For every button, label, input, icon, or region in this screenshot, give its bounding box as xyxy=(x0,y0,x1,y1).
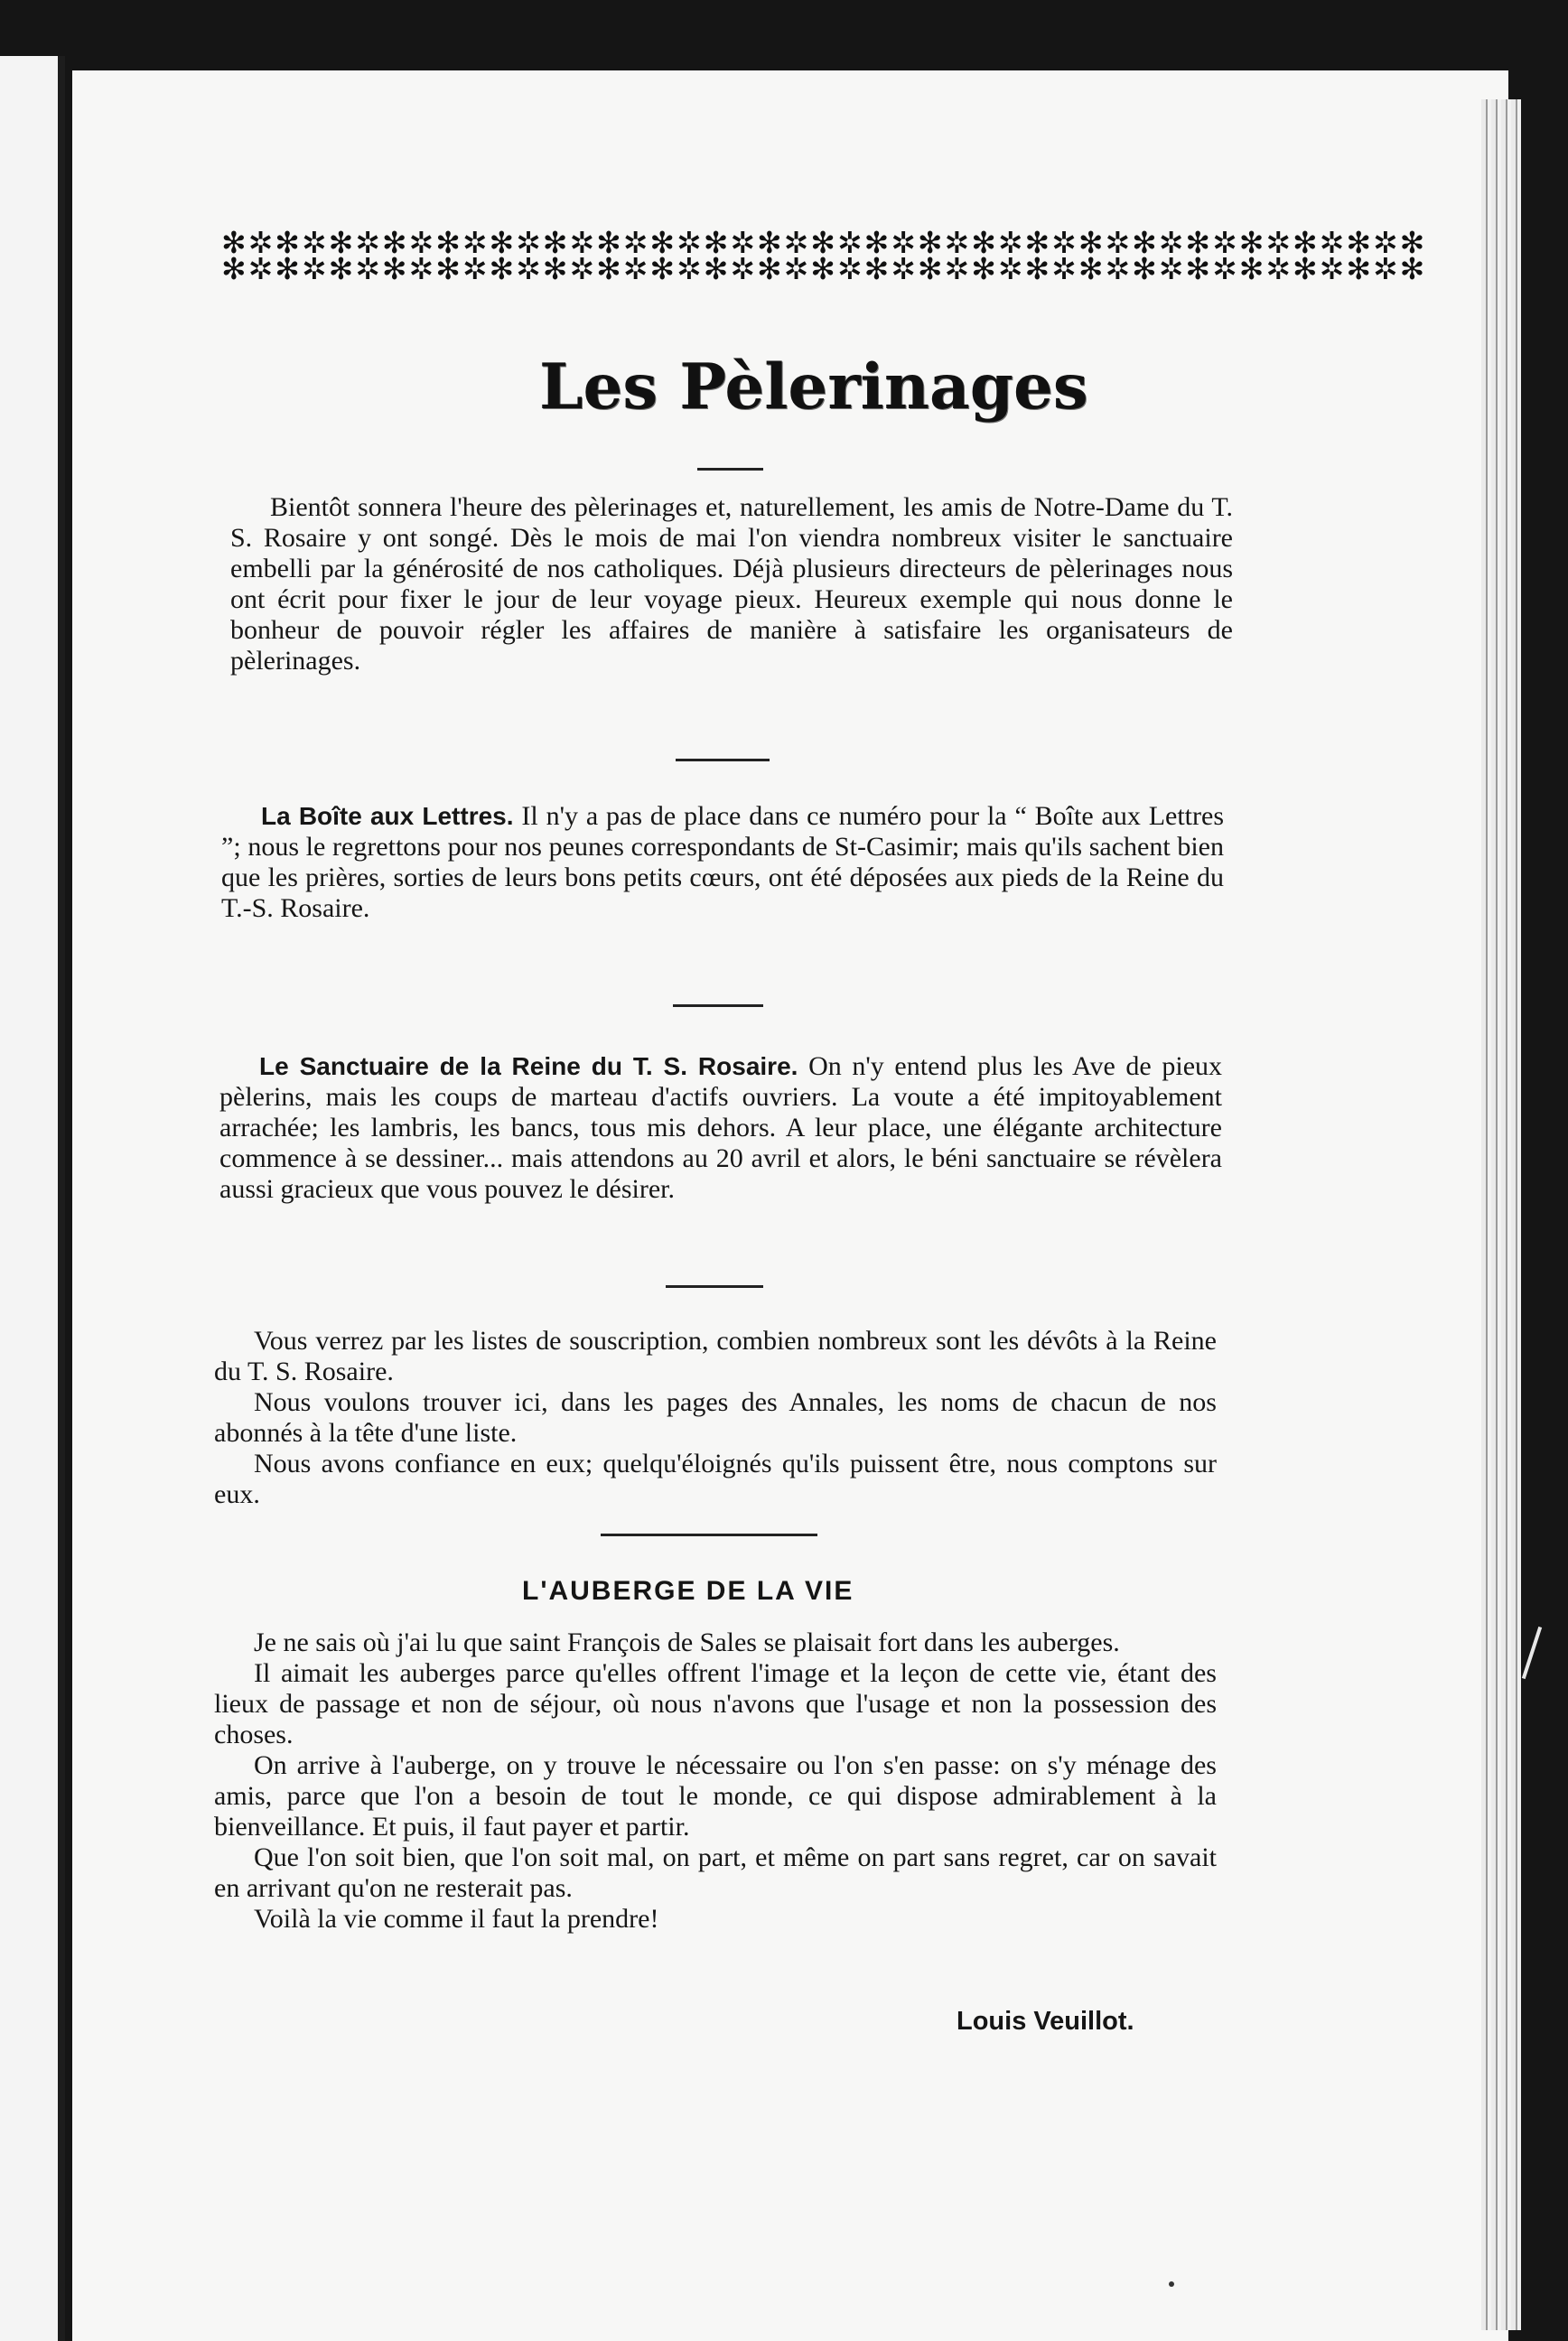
section-rule xyxy=(673,1004,763,1007)
auberge-paragraph: Voilà la vie comme il faut la prendre! xyxy=(254,1904,659,1934)
sanctuary-lead: Le Sanctuaire de la Reine du T. S. Rosaire. xyxy=(259,1052,798,1080)
letters-text: Il n'y a pas de place dans ce numéro pour la “ Boîte aux Lettres ”; nous le regrettons pour nos peunes correspondants de St-Casimir; mais qu'ils sachent bien que les prières, sorties de leurs bons petits cœurs, ont été déposées aux pieds de la Reine du T.-S. Rosaire. xyxy=(221,801,1225,923)
adjacent-page xyxy=(0,56,65,2341)
section-rule xyxy=(676,759,770,761)
auberge-paragraph: Que l'on soit bien, que l'on soit mal, on part, et même on part sans regret, car on savait en arrivant qu'on ne resterait pas. xyxy=(214,1842,1217,1903)
subscription-paragraph: Nous voulons trouver ici, dans les pages des Annales, les noms de chacun de nos abonnés à la tête d'une liste. xyxy=(214,1387,1217,1448)
page-title: Les Pèlerinages xyxy=(539,350,1088,424)
section-rule xyxy=(666,1285,763,1288)
intro-paragraph xyxy=(230,492,1233,676)
page-edge xyxy=(1481,99,1521,2330)
auberge-block xyxy=(214,1628,1217,1935)
letters-paragraph xyxy=(221,801,1224,924)
letters-lead: La Boîte aux Lettres. xyxy=(261,802,514,830)
sanctuary-text: On n'y entend plus les Ave de pieux pèlerins, mais les coups de marteau d'actifs ouvriers. La voute a été impitoyablement arrachée; les lambris, les bancs, tous mis dehors. A leur place, une élégante architecture commence à se dessiner... mais attendons au 20 avril et alors, le béni sanctuaire se révèlera aussi gracieux que vous pouvez le désirer. xyxy=(219,1051,1223,1204)
auberge-paragraph: On arrive à l'auberge, on y trouve le nécessaire ou l'on s'en passe: on s'y ménage des amis, parce que l'on a besoin de tout le monde, ce qui dispose admirablement à la bienveillance. Et puis, il faut payer et partir. xyxy=(214,1750,1217,1842)
auberge-paragraph: Il aimait les auberges parce qu'elles offrent l'image et la leçon de cette vie, étant des lieux de passage et non de séjour, où nous n'avons que l'usage et non la possession des choses. xyxy=(214,1658,1217,1749)
author-signature: Louis Veuillot. xyxy=(957,2007,1134,2036)
title-rule xyxy=(697,468,763,471)
decorative-border xyxy=(221,225,1427,286)
intro-text: Bientôt sonnera l'heure des pèlerinages et, naturellement, les amis de Notre-Dame du T. S. Rosaire y ont songé. Dès le mois de mai l'on viendra nombreux visiter le sanctuaire embelli par la générosité de nos catholiques. Déjà plusieurs directeurs de pèlerinages nous ont écrit pour fixer le jour de leur voyage pieux. Heureux exemple qui nous donne le bonheur de pouvoir régler les affaires de manière à satisfaire les organisateurs de pèlerinages. xyxy=(230,492,1233,676)
ornament-row-top: ✻✲✻✲✻✲✻✲✻✲✻✲✻✲✻✲✻✲✻✲✻✲✻✲✻✲✻✲✻✲✻✲✻✲✻✲✻✲✻✲✻✲✻✲✻ xyxy=(221,225,1427,260)
sanctuary-paragraph xyxy=(219,1051,1222,1205)
scan-mark xyxy=(1522,1627,1542,1679)
auberge-heading: L'AUBERGE DE LA VIE xyxy=(522,1576,854,1606)
subscription-paragraph: Nous avons confiance en eux; quelqu'éloignés qu'ils puissent être, nous comptons sur eux. xyxy=(214,1449,1217,1509)
subscription-paragraph: Vous verrez par les listes de souscription, combien nombreux sont les dévôts à la Reine du T. S. Rosaire. xyxy=(214,1326,1217,1386)
subscriptions-block xyxy=(214,1326,1217,1510)
section-rule xyxy=(601,1534,817,1536)
ornament-row-bottom: ✻✲✻✲✻✲✻✲✻✲✻✲✻✲✻✲✻✲✻✲✻✲✻✲✻✲✻✲✻✲✻✲✻✲✻✲✻✲✻✲✻✲✻✲✻ xyxy=(221,251,1427,286)
auberge-paragraph: Je ne sais où j'ai lu que saint François de Sales se plaisait fort dans les auberges. xyxy=(254,1628,1120,1657)
ink-spot xyxy=(1169,2281,1174,2287)
